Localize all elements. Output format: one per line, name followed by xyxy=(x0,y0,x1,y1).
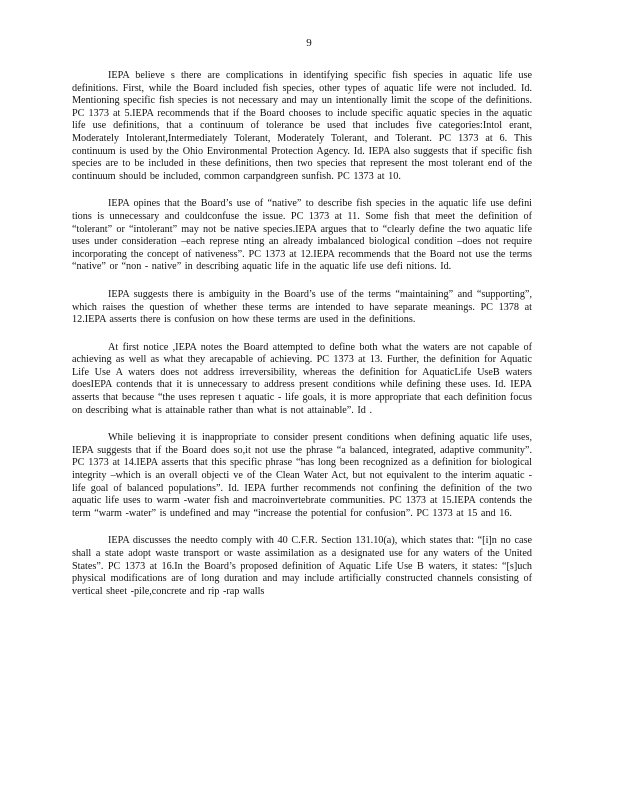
paragraph: IEPA discusses the needto comply with 40 C.F.R. Section 131.10(a), which states that: “[i]n no case shall a state adopt waste transport or waste assimilation as a designated use for any waters of the United States”. PC 1373 at 16.In the Board’s proposed definition of Aquatic Life Use B waters, it states: “[s]uch physical modifications are of long duration and may include artificially constructed channels consisting of vertical sheet -pile,concrete and rip -rap walls xyxy=(72,535,532,597)
paragraph: At first notice ,IEPA notes the Board attempted to define both what the waters are not capable of achieving as well as what they arecapable of achieving. PC 1373 at 13. Further, the definition for Aquatic Life Use A waters does not address irreversibility, whereas the definition for AquaticLife UseB waters doesIEPA contends that it is unnecessary to address present conditions while defining these uses. Id. IEPA asserts that because “the uses represen t aquatic - life goals, it is more appropriate that each definition focus on describing what is attainable rather than what is not attainable”. Id . xyxy=(72,341,532,416)
paragraph: While believing it is inappropriate to consider present conditions when defining aquatic life uses, IEPA suggests that if the Board does so,it not use the phrase “a balanced, integrated, adaptive community”. PC 1373 at 14.IEPA asserts that this specific phrase “has long been recognized as a definition for biological integrity –which is an overall objecti ve of the Clean Water Act, but not equivalent to the interim aquatic -life goal of balanced populations”. Id. IEPA further recommends not confining the definition of the two aquatic life uses to warm -water fish and macroinvertebrate communities. PC 1373 at 15.IEPA contends the term “warm -water” is undefined and may “increase the potential for confusion”. PC 1373 at 15 and 16. xyxy=(72,432,532,519)
page-number: 9 xyxy=(306,37,312,49)
body-text xyxy=(72,70,532,613)
paragraph: IEPA believe s there are complications in identifying specific fish species in aquatic life use definitions. First, while the Board included fish species, other types of aquatic life were not included. Id. Mentioning specific fish species is not necessary and may un intentionally limit the scope of the definitions. PC 1373 at 5.IEPA recommends that if the Board chooses to include specific aquatic species in the aquatic life use definitions, that a continuum of tolerance be used that includes five categories:Intol erant, Moderately Intolerant,Intermediately Tolerant, Moderately Tolerant, and Tolerant. PC 1373 at 6. This continuum is used by the Ohio Environmental Protection Agency. Id. IEPA also suggests that if specific fish species are to be included in these definitions, then two species that represent the most tolerant end of the continuum should be included, common carpandgreen sunfish. PC 1373 at 10. xyxy=(72,70,532,182)
paragraph: IEPA opines that the Board’s use of “native” to describe fish species in the aquatic life use defini tions is unnecessary and couldconfuse the issue. PC 1373 at 11. Some fish that meet the definition of “tolerant” or “intolerant” may not be native species.IEPA argues that to “clearly define the two aquatic life uses under consideration –each represe nting an already imbalanced biological condition –does not require incorporating the concept of nativeness”. PC 1373 at 12.IEPA recommends that the Board not use the terms “native” or “non - native” in describing aquatic life in the aquatic life use defi nitions. Id. xyxy=(72,198,532,273)
paragraph: IEPA suggests there is ambiguity in the Board’s use of the terms “maintaining” and “supporting”, which raises the question of whether these terms are intended to have separate meanings. PC 1378 at 12.IEPA asserts there is confusion on how these terms are used in the definitions. xyxy=(72,288,532,326)
